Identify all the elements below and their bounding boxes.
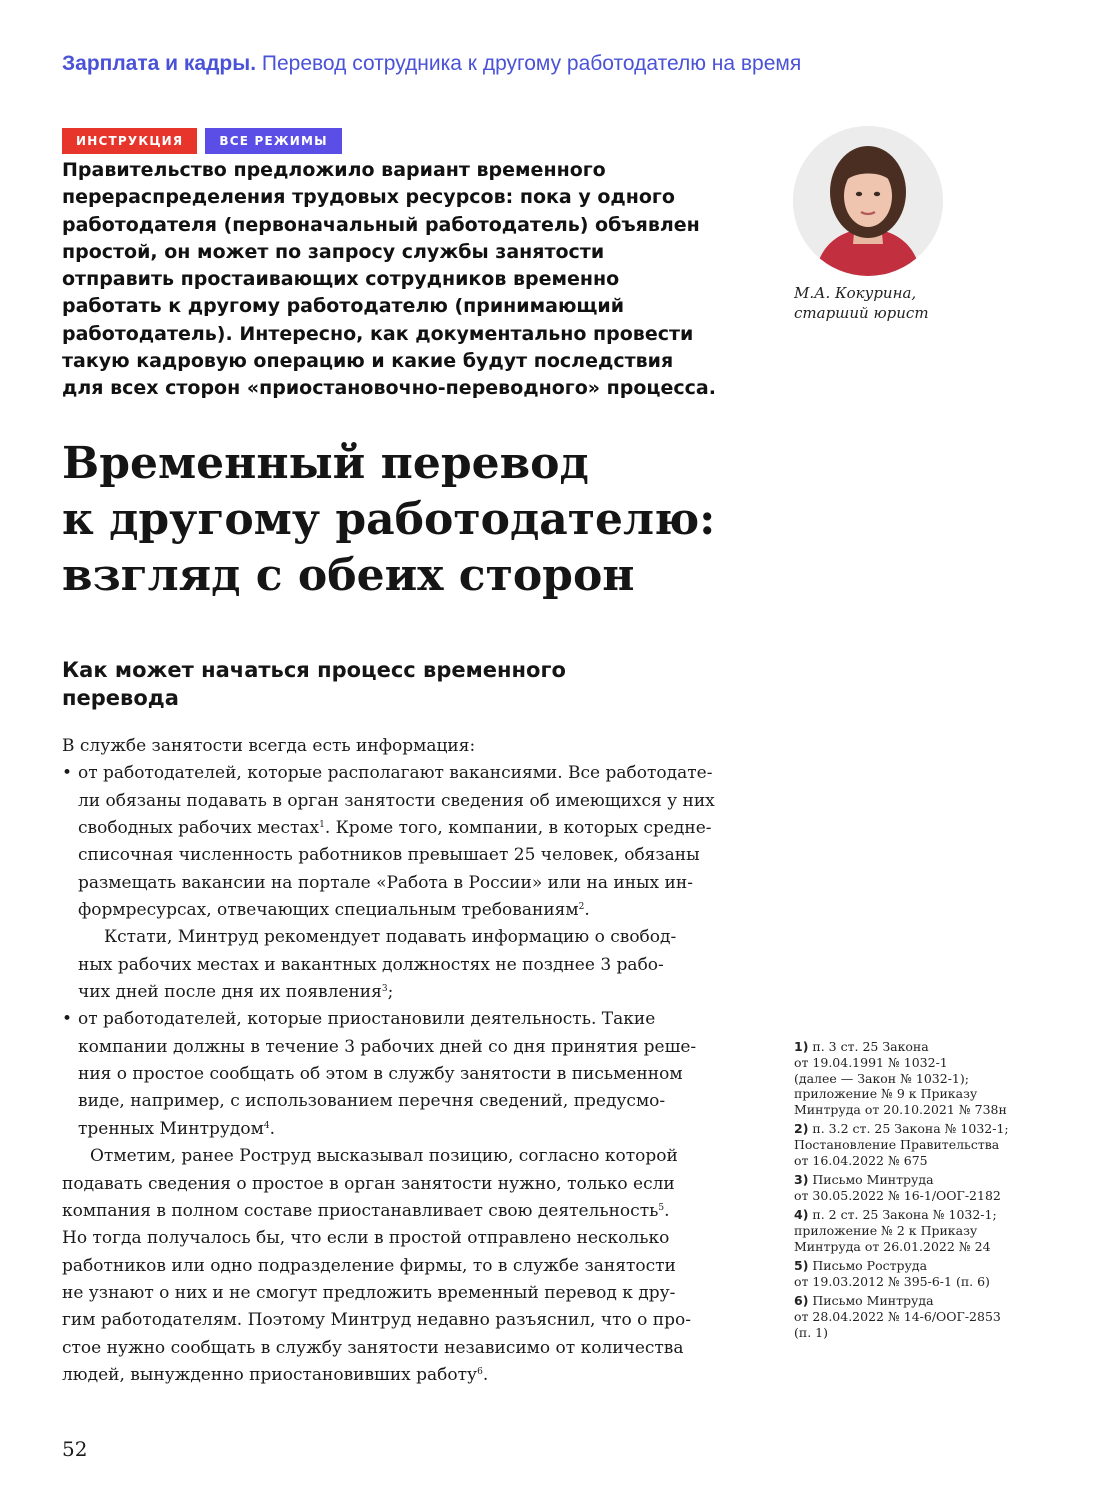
title-line: к другому работодателю: bbox=[62, 494, 716, 545]
heading-line: перевода bbox=[62, 686, 179, 710]
title-line: взгляд с обеих сторон bbox=[62, 550, 635, 601]
footnote-text: (далее — Закон № 1032-1); bbox=[794, 1070, 969, 1086]
body-line: компании должны в течение 3 рабочих дней со дня принятия реше- bbox=[78, 1036, 697, 1057]
text-run: ; bbox=[387, 982, 394, 1003]
lead-paragraph bbox=[62, 157, 742, 403]
footnote-number: 6) bbox=[794, 1293, 809, 1309]
lead-line: такую кадровую операцию и какие будут последствия bbox=[62, 350, 674, 373]
footnote-item bbox=[794, 1258, 1064, 1290]
body-line: Кстати, Минтруд рекомендует подавать информацию о свобод- bbox=[104, 927, 677, 948]
section-heading bbox=[62, 656, 742, 712]
author-name: М.А. Кокурина, bbox=[794, 284, 917, 302]
body-line: не узнают о них и не смогут предложить временный перевод к дру- bbox=[62, 1282, 676, 1303]
footnote-number: 5) bbox=[794, 1258, 809, 1274]
body-intro: В службе занятости всегда есть информация: bbox=[62, 736, 476, 756]
footnote-text: Письмо Роструда bbox=[812, 1258, 928, 1274]
text-run: компания в полном составе приостанавливает свою деятельность bbox=[62, 1200, 659, 1221]
footnote-text: приложение № 2 к Приказу bbox=[794, 1223, 978, 1239]
footnote-text: Постановление Правительства bbox=[794, 1137, 1000, 1153]
tag-row bbox=[62, 128, 342, 154]
footnote-text: от 30.05.2022 № 16-1/ООГ-2182 bbox=[794, 1188, 1001, 1204]
text-run: чих дней после дня их появления bbox=[78, 982, 382, 1003]
lead-line: работодатель). Интересно, как документально провести bbox=[62, 322, 694, 345]
article-body bbox=[62, 733, 752, 1389]
body-line: ли обязаны подавать в орган занятости сведения об имеющихся у них bbox=[78, 790, 715, 811]
bullet-dot-icon: • bbox=[62, 1009, 73, 1030]
footnote-text: п. 2 ст. 25 Закона № 1032-1; bbox=[812, 1207, 997, 1223]
footnote-ref: 5 bbox=[658, 1202, 665, 1213]
author-caption bbox=[794, 283, 994, 323]
body-line: работников или одно подразделение фирмы, то в службе занятости bbox=[62, 1255, 676, 1276]
author-photo bbox=[793, 126, 943, 276]
tag-all-modes: ВСЕ РЕЖИМЫ bbox=[205, 128, 341, 154]
text-run: . Кроме того, компании, в которых средне- bbox=[324, 818, 712, 839]
tag-instruction: ИНСТРУКЦИЯ bbox=[62, 128, 197, 154]
bullet-item-suspended bbox=[62, 1006, 752, 1143]
lead-line: отправить простаивающих сотрудников временно bbox=[62, 268, 620, 291]
body-line bbox=[62, 1116, 752, 1143]
footnote-text: от 16.04.2022 № 675 bbox=[794, 1153, 928, 1169]
text-run: . bbox=[664, 1200, 670, 1221]
footnote-number: 4) bbox=[794, 1207, 809, 1223]
footnote-text: приложение № 9 к Приказу bbox=[794, 1086, 978, 1102]
body-line: Но тогда получалось бы, что если в простой отправлено несколько bbox=[62, 1228, 670, 1249]
body-line: подавать сведения о простое в орган занятости нужно, только если bbox=[62, 1173, 675, 1194]
footnotes-column bbox=[794, 1039, 1064, 1344]
header-section: Зарплата и кадры. bbox=[62, 52, 257, 75]
body-line: гим работодателям. Поэтому Минтруд недавно разъяснил, что о про- bbox=[62, 1310, 691, 1331]
footnote-item bbox=[794, 1039, 1064, 1118]
footnote-text: Письмо Минтруда bbox=[812, 1172, 934, 1188]
header-subtitle: Перевод сотрудника к другому работодателю на время bbox=[261, 52, 802, 75]
footnote-item bbox=[794, 1207, 1064, 1254]
text-run: формресурсах, отвечающих специальным требованиям bbox=[78, 900, 579, 921]
footnote-ref: 6 bbox=[477, 1366, 483, 1377]
footnote-text: от 28.04.2022 № 14-6/ООГ-2853 bbox=[794, 1309, 1001, 1325]
running-header bbox=[62, 52, 962, 76]
footnote-text: Минтруда от 26.01.2022 № 24 bbox=[794, 1239, 991, 1255]
body-line: ния о простое сообщать об этом в службу занятости в письменном bbox=[78, 1064, 683, 1085]
paragraph-rostrud bbox=[62, 1143, 752, 1389]
body-line bbox=[62, 1198, 752, 1225]
footnote-ref: 4 bbox=[263, 1120, 270, 1131]
footnote-number: 2) bbox=[794, 1121, 809, 1137]
body-line bbox=[62, 1362, 752, 1389]
lead-line: простой, он может по запросу службы занятости bbox=[62, 240, 605, 263]
lead-line: работодателя (первоначальный работодатель) объявлен bbox=[62, 213, 700, 236]
footnote-text: п. 3 ст. 25 Закона bbox=[812, 1039, 929, 1054]
lead-line: работать к другому работодателю (принимающий bbox=[62, 295, 625, 318]
article-title bbox=[62, 436, 822, 604]
body-line: ных рабочих местах и вакантных должностях не позднее 3 рабо- bbox=[78, 954, 664, 975]
body-line bbox=[62, 979, 752, 1006]
footnote-text: Письмо Минтруда bbox=[812, 1293, 934, 1309]
footnote-ref: 3 bbox=[381, 984, 388, 995]
body-line: стое нужно сообщать в службу занятости независимо от количества bbox=[62, 1337, 684, 1358]
title-line: Временный перевод bbox=[62, 438, 589, 489]
body-line bbox=[62, 897, 752, 924]
text-run: свободных рабочих местах bbox=[78, 818, 320, 839]
bullet-dot-icon: • bbox=[62, 763, 73, 784]
heading-line: Как может начаться процесс временного bbox=[62, 658, 566, 682]
body-line: Отметим, ранее Роструд высказывал позицию, согласно которой bbox=[90, 1146, 678, 1167]
body-line bbox=[62, 815, 752, 842]
page-number: 52 bbox=[62, 1437, 88, 1461]
text-run: тренных Минтрудом bbox=[78, 1118, 264, 1139]
footnote-item bbox=[794, 1293, 1064, 1340]
footnote-text: от 19.04.1991 № 1032-1 bbox=[794, 1054, 948, 1070]
footnote-ref: 1 bbox=[319, 820, 325, 831]
footnote-item bbox=[794, 1172, 1064, 1204]
text-run: . bbox=[482, 1364, 489, 1385]
footnote-item bbox=[794, 1121, 1064, 1168]
footnote-text: Минтруда от 20.10.2021 № 738н bbox=[794, 1102, 1007, 1118]
footnote-ref: 2 bbox=[578, 902, 585, 913]
body-line: от работодателей, которые приостановили деятельность. Такие bbox=[78, 1009, 656, 1030]
footnote-number: 3) bbox=[794, 1172, 809, 1188]
bullet-item-vacancies bbox=[62, 760, 752, 1006]
lead-line: для всех сторон «приостановочно-переводного» процесса. bbox=[62, 377, 716, 400]
text-run: . bbox=[269, 1118, 275, 1139]
footnote-text: (п. 1) bbox=[794, 1325, 828, 1341]
lead-line: перераспределения трудовых ресурсов: пока у одного bbox=[62, 186, 675, 209]
text-run: людей, вынужденно приостановивших работу bbox=[62, 1364, 478, 1385]
body-line: виде, например, с использованием перечня сведений, предусмо- bbox=[78, 1091, 666, 1112]
author-portrait-illustration bbox=[793, 126, 943, 276]
text-run: . bbox=[584, 900, 590, 921]
body-line: от работодателей, которые располагают вакансиями. Все работодате- bbox=[78, 763, 713, 784]
body-line: списочная численность работников превышает 25 человек, обязаны bbox=[78, 845, 700, 866]
lead-line: Правительство предложило вариант временного bbox=[62, 159, 606, 181]
footnote-number: 1) bbox=[794, 1039, 809, 1054]
author-position: старший юрист bbox=[794, 304, 929, 322]
body-line: размещать вакансии на портале «Работа в России» или на иных ин- bbox=[78, 872, 693, 893]
footnote-text: от 19.03.2012 № 395-6-1 (п. 6) bbox=[794, 1274, 990, 1290]
footnote-text: п. 3.2 ст. 25 Закона № 1032-1; bbox=[812, 1121, 1009, 1137]
